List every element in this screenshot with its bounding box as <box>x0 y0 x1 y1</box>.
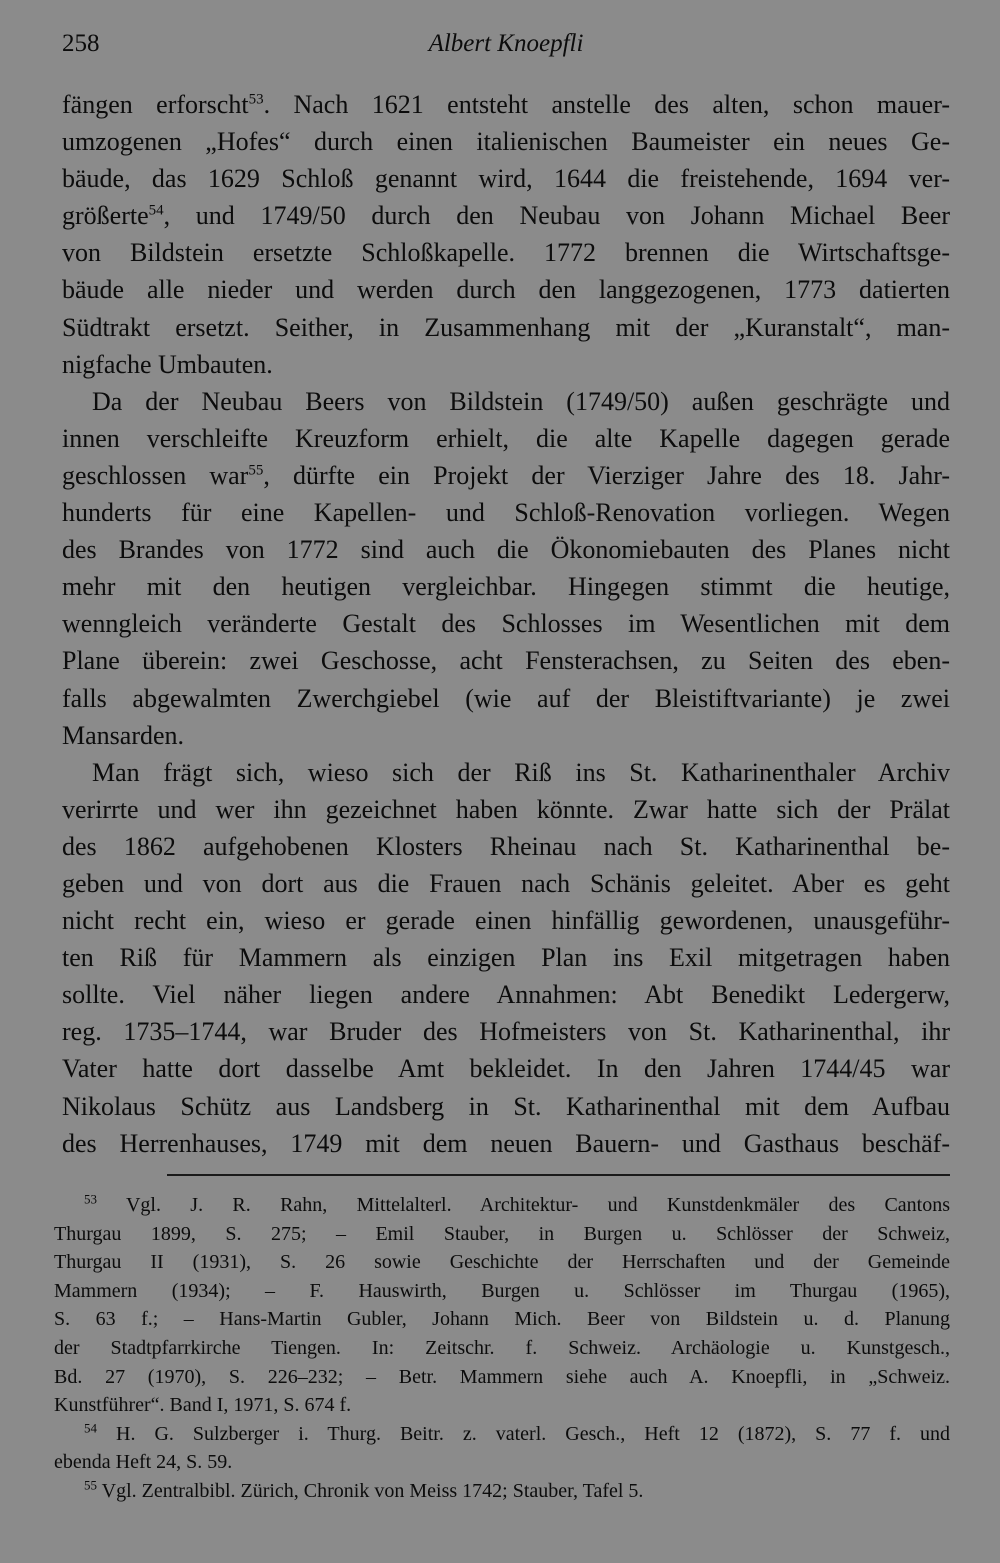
footnote-line: Mammern (1934); – F. Hauswirth, Burgen u. Schlösser im Thurgau (1965), <box>54 1279 950 1302</box>
text-line: Plane überein: zwei Geschosse, acht Fensterachsen, zu Seiten des eben- <box>62 646 950 676</box>
footnote <box>54 1477 950 1506</box>
paragraph <box>62 383 950 754</box>
footnote-ref[interactable]: 54 <box>148 202 164 219</box>
footnote <box>54 1420 950 1477</box>
footnote-line: der Stadtpfarrkirche Tiengen. In: Zeitschr. f. Schweiz. Archäologie u. Kunstgesch., <box>54 1336 950 1359</box>
text-line: falls abgewalmten Zwerchgiebel (wie auf der Bleistiftvariante) je zwei <box>62 683 950 713</box>
footnote-separator <box>167 1174 950 1176</box>
text-line: geschlossen war$^{55}$, dürfte ein Projekt der Vierziger Jahre des 18. Jahr- <box>62 460 950 490</box>
text-line: bäude, das 1629 Schloß genannt wird, 1644 die freistehende, 1694 ver- <box>62 164 950 194</box>
text-line: geben und von dort aus die Frauen nach Schänis geleitet. Aber es geht <box>62 868 950 898</box>
body-text <box>62 86 950 1162</box>
footnote <box>54 1191 950 1420</box>
footnote-line: S. 63 f.; – Hans-Martin Gubler, Johann Mich. Beer von Bildstein u. d. Planung <box>54 1308 950 1331</box>
text-line: mehr mit den heutigen vergleichbar. Hingegen stimmt die heutige, <box>62 572 950 602</box>
footnote-line: Kunstführer“. Band I, 1971, S. 674 f. <box>54 1394 352 1417</box>
text-line: Südtrakt ersetzt. Seither, in Zusammenhang mit der „Kuranstalt“, man- <box>62 312 950 342</box>
footnote-number: 55 <box>84 1477 97 1493</box>
text-line: reg. 1735–1744, war Bruder des Hofmeisters von St. Katharinenthal, ihr <box>62 1017 950 1047</box>
footnote-ref[interactable]: 53 <box>248 91 264 108</box>
text-line: verirrte und wer ihn gezeichnet haben könnte. Zwar hatte sich der Prälat <box>62 794 950 824</box>
text-line: bäude alle nieder und werden durch den langgezogenen, 1773 datierten <box>62 275 950 305</box>
footnote-line: Thurgau II (1931), S. 26 sowie Geschichte der Herrschaften und der Gemeinde <box>54 1251 950 1274</box>
footnote-line: $^{53}$ Vgl. J. R. Rahn, Mittelalterl. Architektur- und Kunstdenkmäler des Cantons <box>84 1191 950 1216</box>
footnote-line: ebenda Heft 24, S. 59. <box>54 1451 233 1474</box>
text-line: des Brandes von 1772 sind auch die Ökonomiebauten des Planes nicht <box>62 535 950 565</box>
text-line: Nikolaus Schütz aus Landsberg in St. Katharinenthal mit dem Aufbau <box>62 1091 950 1121</box>
page-number: 258 <box>62 30 100 57</box>
footnote-line: Bd. 27 (1970), S. 226–232; – Betr. Mammern siehe auch A. Knoepfli, in „Schweiz. <box>54 1365 950 1388</box>
text-line: fängen erforscht$^{53}$. Nach 1621 entsteht anstelle des alten, schon mauer- <box>62 90 951 119</box>
footnote-line: $^{54}$ H. G. Sulzberger i. Thurg. Beitr. z. vaterl. Gesch., Heft 12 (1872), S. 77 f. und <box>84 1420 950 1445</box>
footnote-line: $^{55}$ Vgl. Zentralbibl. Zürich, Chronik von Meiss 1742; Stauber, Tafel 5. <box>84 1477 644 1502</box>
text-line: größerte$^{54}$, und 1749/50 durch den Neubau von Johann Michael Beer <box>62 201 950 231</box>
paragraph <box>62 754 950 1162</box>
footnote-number: 54 <box>84 1420 97 1436</box>
text-line: Man frägt sich, wieso sich der Riß ins St. Katharinenthaler Archiv <box>92 757 950 787</box>
footnote-number: 53 <box>84 1191 97 1207</box>
text-line: umzogenen „Hofes“ durch einen italienischen Baumeister ein neues Ge- <box>62 127 950 157</box>
text-line: nigfache Umbauten. <box>62 349 273 379</box>
footnotes <box>54 1191 950 1506</box>
footnote-ref[interactable]: 55 <box>248 462 264 479</box>
text-line: innen verschleifte Kreuzform erhielt, die alte Kapelle dagegen gerade <box>62 423 950 453</box>
text-line: ten Riß für Mammern als einzigen Plan ins Exil mitgetragen haben <box>62 943 950 973</box>
text-line: hunderts für eine Kapellen- und Schloß-Renovation vorliegen. Wegen <box>62 498 950 528</box>
text-line: sollte. Viel näher liegen andere Annahmen: Abt Benedikt Ledergerw, <box>62 980 950 1010</box>
text-line: Mansarden. <box>62 720 185 750</box>
text-line: von Bildstein ersetzte Schloßkapelle. 1772 brennen die Wirtschaftsge- <box>62 238 950 268</box>
text-line: nicht recht ein, wieso er gerade einen hinfällig gewordenen, unausgeführ- <box>62 906 950 936</box>
text-line: des Herrenhauses, 1749 mit dem neuen Bauern- und Gasthaus beschäf- <box>62 1128 950 1158</box>
paragraph <box>62 86 950 383</box>
page-header <box>62 30 950 66</box>
text-line: Vater hatte dort dasselbe Amt bekleidet. In den Jahren 1744/45 war <box>62 1054 950 1084</box>
footnote-line: Thurgau 1899, S. 275; – Emil Stauber, in Burgen u. Schlösser der Schweiz, <box>54 1222 950 1245</box>
text-line: des 1862 aufgehobenen Klosters Rheinau nach St. Katharinenthal be- <box>62 831 950 861</box>
running-head: Albert Knoepfli <box>428 30 584 57</box>
text-line: Da der Neubau Beers von Bildstein (1749/50) außen geschrägte und <box>92 386 950 416</box>
text-line: wenngleich veränderte Gestalt des Schlosses im Wesentlichen mit dem <box>62 609 950 639</box>
